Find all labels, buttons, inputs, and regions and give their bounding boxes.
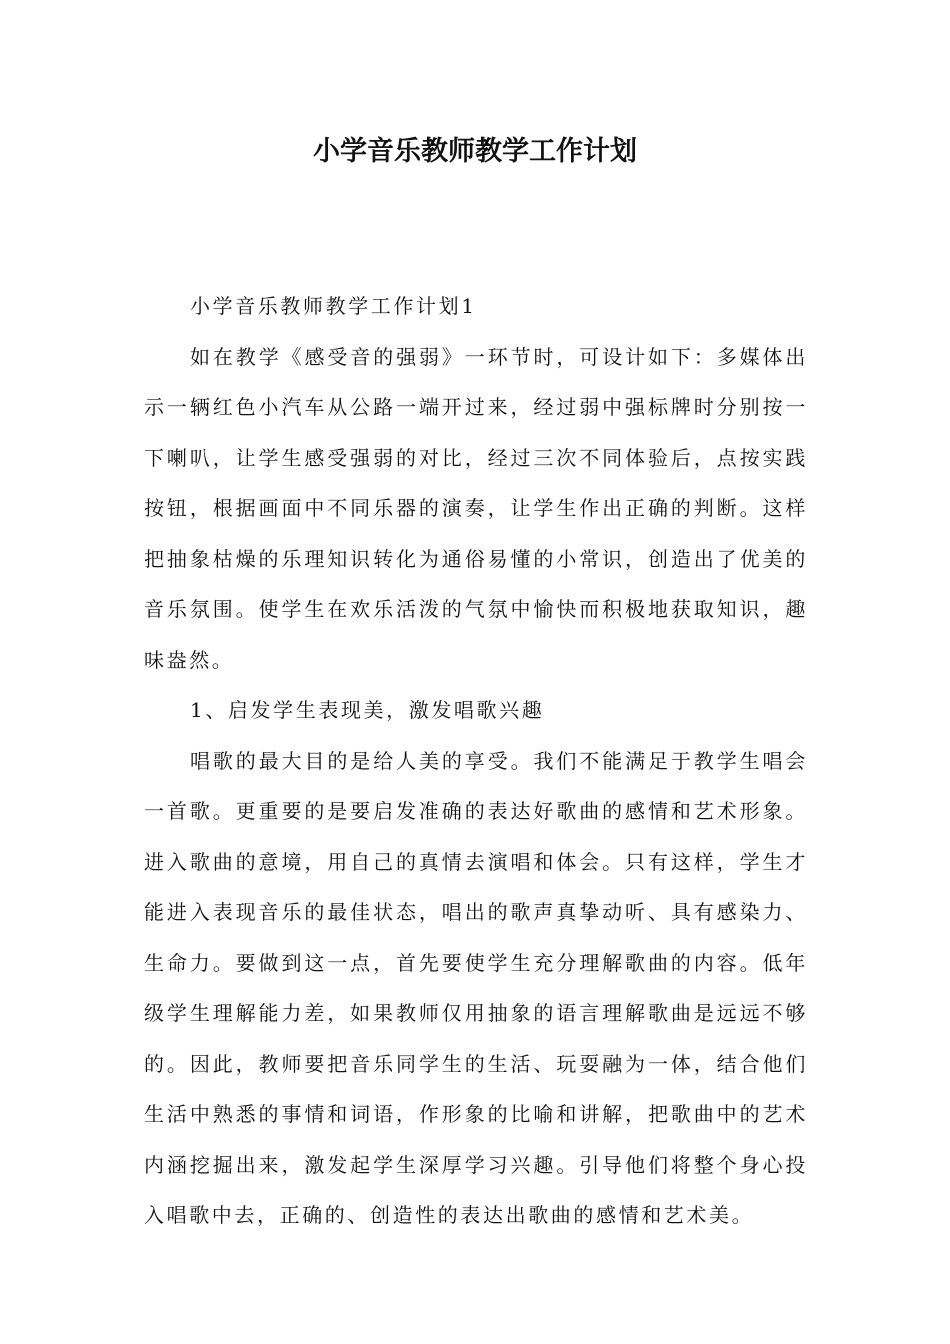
paragraph-singing: 唱歌的最大目的是给人美的享受。我们不能满足于教学生唱会一首歌。更重要的是要启发准确的表达好歌曲的感情和艺术形象。进入歌曲的意境，用自己的真情去演唱和体会。只有这样，学生才能进入表现音乐的最佳状态，唱出的歌声真挚动听、具有感染力、生命力。要做到这一点，首先要使学生充分理解歌曲的内容。低年级学生理解能力差，如果教师仅用抽象的语言理解歌曲是远远不够的。因此，教师要把音乐同学生的生活、玩耍融为一体，结合他们生活中熟悉的事情和词语，作形象的比喻和讲解，把歌曲中的艺术内涵挖掘出来，激发起学生深厚学习兴趣。引导他们将整个身心投入唱歌中去，正确的、创造性的表达出歌曲的感情和艺术美。 [144,748,808,1227]
document-title: 小学音乐教师教学工作计划 [313,136,637,167]
subsection-heading: 1、启发学生表现美，激发唱歌兴趣 [190,698,545,722]
paragraph-intro-example: 如在教学《感受音的强弱》一环节时，可设计如下：多媒体出示一辆红色小汽车从公路一端开过来，经过弱中强标牌时分别按一下喇叭，让学生感受强弱的对比，经过三次不同体验后，点按实践按钮，根据画面中不同乐器的演奏，让学生作出正确的判断。这样把抽象枯燥的乐理知识转化为通俗易懂的小常识，创造出了优美的音乐氛围。使学生在欢乐活泼的气氛中愉快而积极地获取知识，趣味盎然。 [144,344,808,672]
section-heading: 小学音乐教师教学工作计划1 [190,294,477,318]
document-body [144,281,808,1241]
